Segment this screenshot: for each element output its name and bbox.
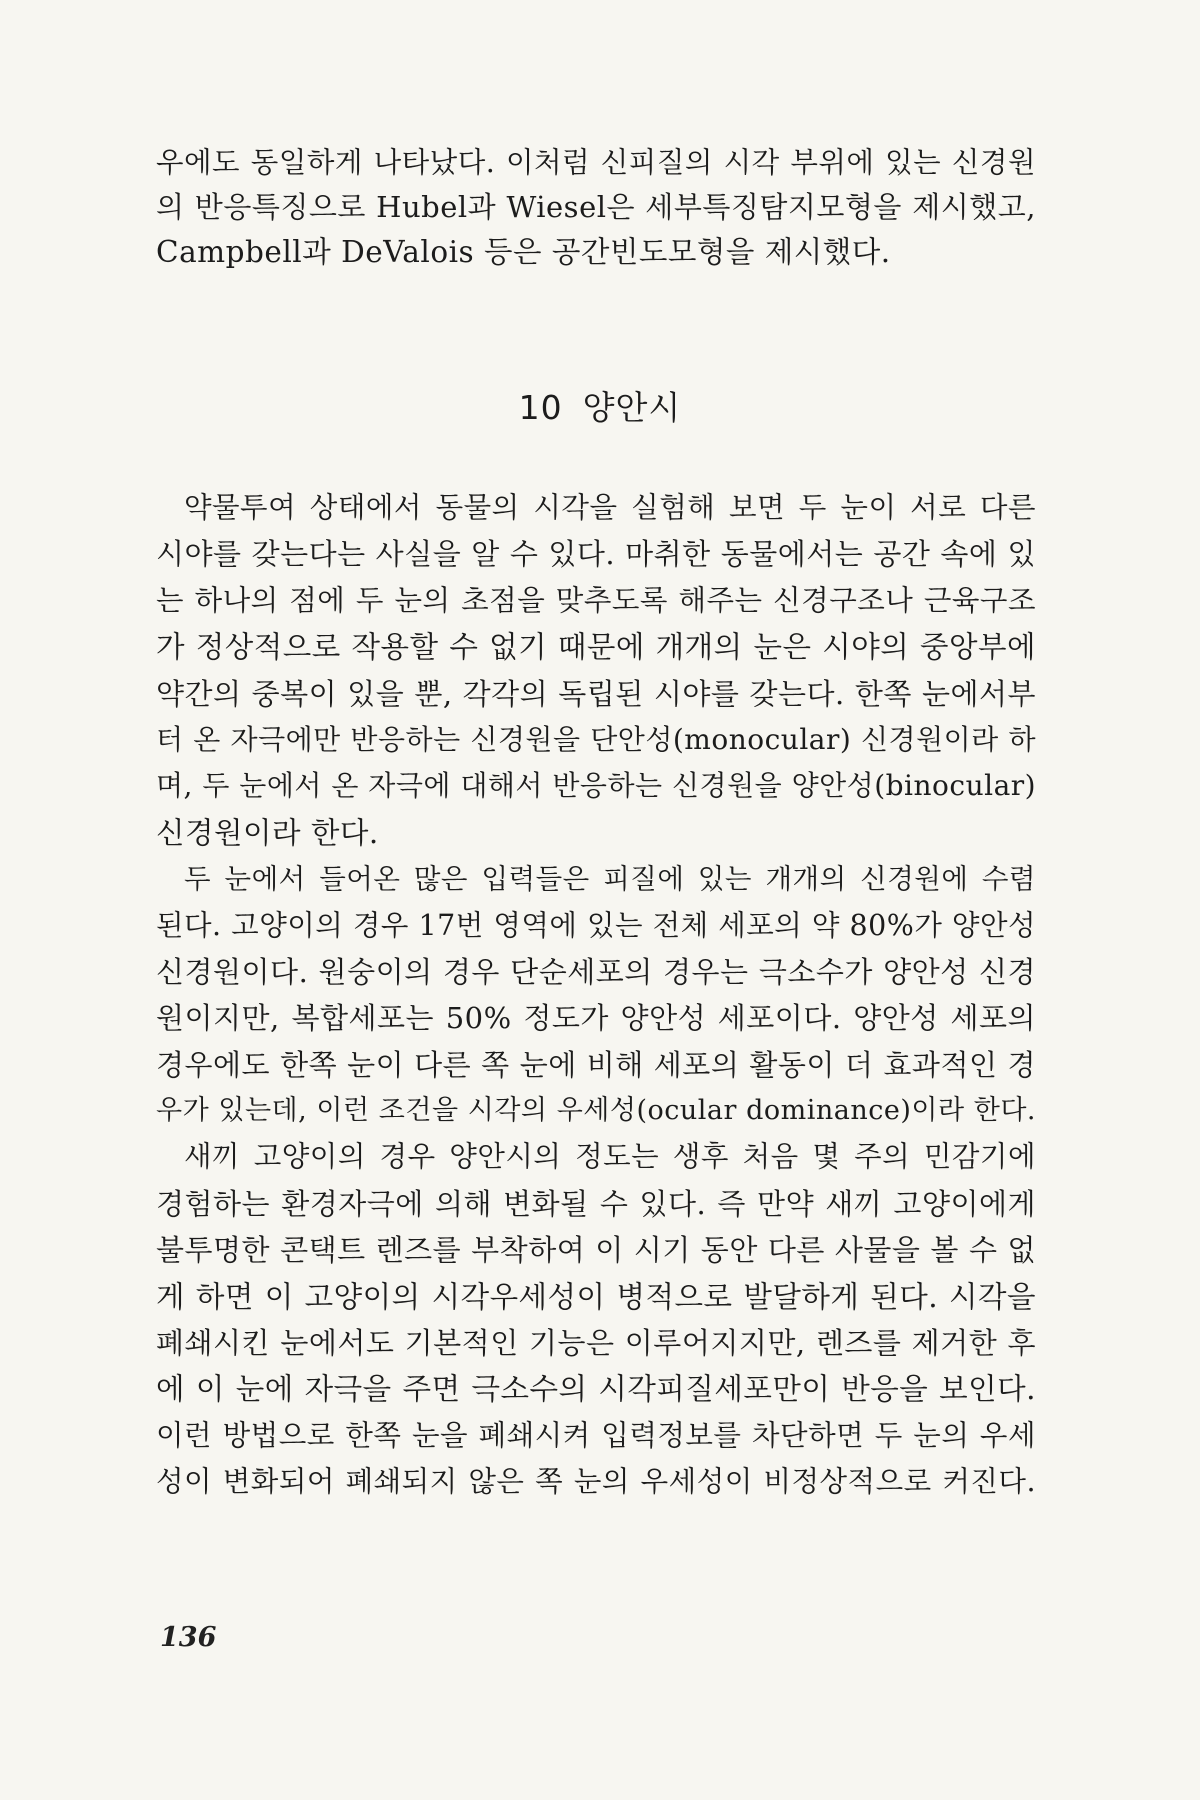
section-heading [0,382,1200,429]
text-line: 는 하나의 점에 두 눈의 초점을 맞추도록 해주는 신경구조나 근육구조 [156,583,1036,617]
text-line: 약물투여 상태에서 동물의 시각을 실험해 보면 두 눈이 서로 다른 [184,491,1036,524]
text-line: 신경원이다. 원숭이의 경우 단순세포의 경우는 극소수가 양안성 신경 [156,954,1036,989]
text-line: 이런 방법으로 한쪽 눈을 폐쇄시켜 입력정보를 차단하면 두 눈의 우세 [156,1418,1036,1452]
text-line: 성이 변화되어 폐쇄되지 않은 쪽 눈의 우세성이 비정상적으로 커진다. [156,1465,1036,1499]
text-line: 시야를 갖는다는 사실을 알 수 있다. 마취한 동물에서는 공간 속에 있 [156,537,1036,572]
text-line: 의 반응특징으로 Hubel과 Wiesel은 세부특징탐지모형을 제시했고, [156,190,1036,224]
text-line: 우가 있는데, 이런 조건을 시각의 우세성(ocular dominance)이라 한다. [156,1095,1036,1127]
text-line: 신경원이라 한다. [156,815,379,850]
text-line: 두 눈에서 들어온 많은 입력들은 피질에 있는 개개의 신경원에 수렴 [184,863,1036,896]
intro-paragraph [156,140,1036,275]
text-line: 가 정상적으로 작용할 수 없기 때문에 개개의 눈은 시야의 중앙부에 [156,630,1036,665]
text-line: 폐쇄시킨 눈에서도 기본적인 기능은 이루어지지만, 렌즈를 제거한 후 [156,1326,1036,1361]
text-line: 우에도 동일하게 나타났다. 이처럼 신피질의 시각 부위에 있는 신경원 [156,146,1036,179]
text-line: 불투명한 콘택트 렌즈를 부착하여 이 시기 동안 다른 사물을 볼 수 없 [156,1233,1036,1268]
text-line: 게 하면 이 고양이의 시각우세성이 병적으로 발달하게 된다. 시각을 [156,1279,1036,1314]
section-title: 양안시 [582,388,682,427]
text-line: 약간의 중복이 있을 뿐, 각각의 독립된 시야를 갖는다. 한쪽 눈에서부 [156,676,1036,711]
text-line: 새끼 고양이의 경우 양안시의 정도는 생후 처음 몇 주의 민감기에 [184,1140,1036,1174]
text-line: 원이지만, 복합세포는 50% 정도가 양안성 세포이다. 양안성 세포의 [156,1001,1036,1036]
text-line: Campbell과 DeValois 등은 공간빈도모형을 제시했다. [156,235,891,269]
text-line: 에 이 눈에 자극을 주면 극소수의 시각피질세포만이 반응을 보인다. [156,1372,1036,1407]
text-line: 된다. 고양이의 경우 17번 영역에 있는 전체 세포의 약 80%가 양안성 [156,908,1037,942]
text-line: 경우에도 한쪽 눈이 다른 쪽 눈에 비해 세포의 활동이 더 효과적인 경 [156,1047,1036,1082]
section-body [156,485,1036,1506]
section-number: 10 [518,388,563,427]
page-number: 136 [160,1622,217,1653]
text-line: 경험하는 환경자극에 의해 변화될 수 있다. 즉 만약 새끼 고양이에게 [156,1186,1036,1221]
text-line: 터 온 자극에만 반응하는 신경원을 단안성(monocular) 신경원이라 하 [156,722,1036,756]
text-line: 며, 두 눈에서 온 자극에 대해서 반응하는 신경원을 양안성(binocular) [156,769,1037,803]
